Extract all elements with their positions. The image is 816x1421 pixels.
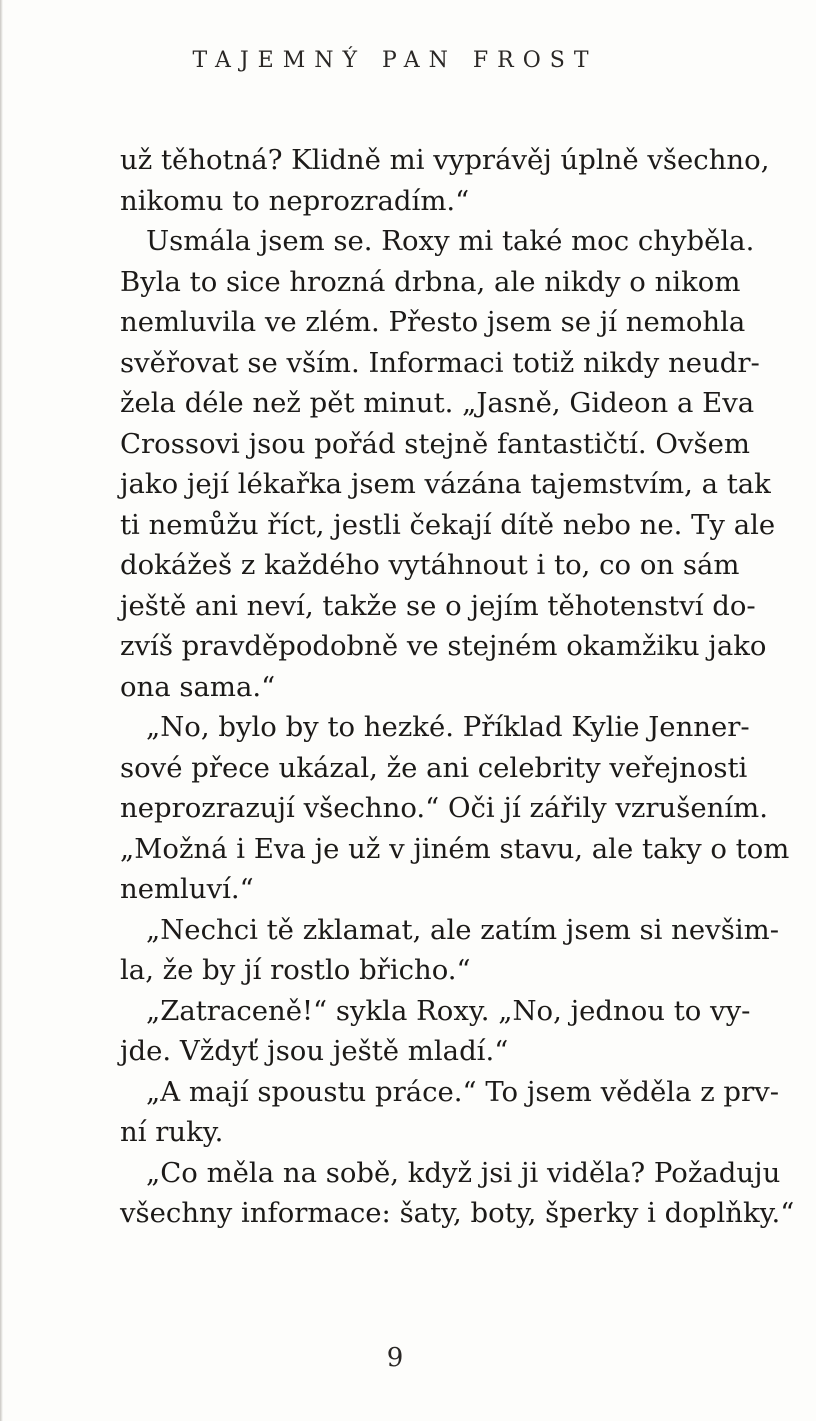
text-line: „No, bylo by to hezké. Příklad Kylie Jenner- — [146, 711, 750, 743]
text-line: „Možná i Eva je už v jiném stavu, ale taky o tom — [120, 832, 790, 865]
text-line: jde. Vždyť jsou ještě mladí.“ — [120, 1035, 509, 1067]
text-line: všechny informace: šaty, boty, šperky i doplňky.“ — [120, 1197, 795, 1229]
text-line: sové přece ukázal, že ani celebrity veřejnosti — [120, 751, 748, 784]
text-line: ona sama.“ — [120, 670, 276, 703]
text-line: „Zatraceně!“ sykla Roxy. „No, jednou to vy- — [146, 994, 751, 1027]
text-line: svěřovat se vším. Informaci totiž nikdy neudr- — [120, 346, 760, 379]
text-line: „Co měla na sobě, když jsi ji viděla? Požaduju — [146, 1156, 781, 1189]
text-line: Crossovi jsou pořád stejně fantastičtí. Ovšem — [120, 427, 750, 460]
body-text — [120, 140, 795, 1234]
text-line: nemluvila ve zlém. Přesto jsem se jí nemohla — [120, 306, 746, 338]
text-line: ti nemůžu říct, jestli čekají dítě nebo ne. Ty ale — [120, 508, 776, 541]
text-line: ještě ani neví, takže se o jejím těhotenství do- — [120, 589, 756, 622]
text-line: ní ruky. — [120, 1116, 224, 1148]
text-line: zvíš pravděpodobně ve stejném okamžiku jako — [120, 630, 767, 662]
text-line: nikomu to neprozradím.“ — [120, 184, 470, 217]
text-line: Byla to sice hrozná drbna, ale nikdy o nikom — [120, 265, 741, 298]
page-number: 9 — [386, 1343, 404, 1373]
text-line: neprozrazují všechno.“ Oči jí zářily vzrušením. — [120, 792, 768, 824]
text-line: „A mají spoustu práce.“ To jsem věděla z prv- — [146, 1075, 780, 1108]
text-line: Usmála jsem se. Roxy mi také moc chyběla. — [146, 225, 755, 257]
text-line: jako její lékařka jsem vázána tajemstvím, a tak — [120, 468, 771, 500]
text-line: už těhotná? Klidně mi vyprávěj úplně všechno, — [120, 144, 770, 176]
text-line: nemluví.“ — [120, 873, 254, 905]
text-line: la, že by jí rostlo břicho.“ — [120, 954, 471, 986]
running-head: TAJEMNÝ PAN FROST — [192, 48, 598, 73]
page-edge-shadow — [0, 0, 3, 1421]
text-line: žela déle než pět minut. „Jasně, Gideon a Eva — [120, 387, 755, 419]
text-line: dokážeš z každého vytáhnout i to, co on sám — [120, 549, 740, 581]
text-line: „Nechci tě zklamat, ale zatím jsem si nevšim- — [146, 913, 779, 946]
